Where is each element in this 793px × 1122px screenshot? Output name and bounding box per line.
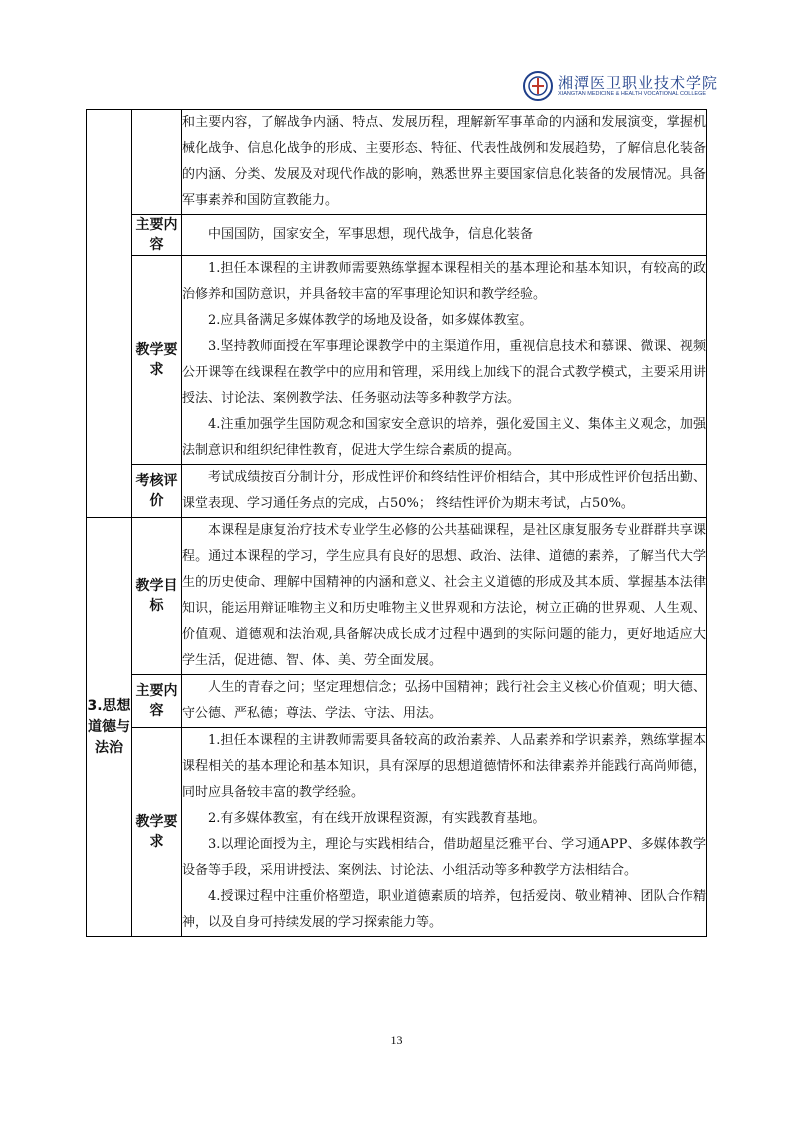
evaluation-text: 考试成绩按百分制计分，形成性评价和终结性评价相结合，其中形成性评价包括出勤、课堂表现、学习通任务点的完成，占50%； 终结性评价为期末考试，占50%。 (182, 470, 706, 511)
teaching-goal-label: 教学目标 (132, 518, 182, 675)
page-number: 13 (390, 1033, 403, 1047)
course-name-cell-continued (87, 110, 132, 518)
teaching-requirements-label: 教学要求 (132, 728, 182, 937)
requirement-item: 3.以理论面授为主，理论与实践相结合，借助超星泛雅平台、学习通APP、多媒体教学设备等手段，采用讲授法、案例法、讨论法、小组活动等多种教学方法相结合。 (182, 837, 706, 878)
syllabus-table (86, 109, 707, 937)
table-row (87, 110, 707, 215)
main-content-text: 中国国防，国家安全，军事思想，现代战争，信息化装备 (208, 227, 534, 242)
requirement-item: 2.有多媒体教室，有在线开放课程资源，有实践教育基地。 (208, 811, 546, 826)
college-emblem-icon (522, 70, 554, 102)
main-content-cell (182, 675, 707, 728)
requirement-item: 3.坚持教师面授在军事理论课教学中的主渠道作用，重视信息技术和慕课、微课、视频公开课等在线课程在教学中的应用和管理，采用线上加线下的混合式教学模式，主要采用讲授法、讨论法、案例教学法、任务驱动法等多种教学方法。 (182, 339, 706, 406)
table-row (87, 215, 707, 256)
college-logo (522, 70, 719, 104)
table-row (87, 728, 707, 937)
table-row (87, 465, 707, 518)
requirement-item: 1.担任本课程的主讲教师需要熟练掌握本课程相关的基本理论和基本知识，有较高的政治修养和国防意识，并具备较丰富的军事理论知识和教学经验。 (182, 261, 706, 302)
teaching-goal-cell (182, 518, 707, 675)
college-name: 湘潭医卫职业技术学院 (558, 74, 719, 92)
course-name-cell: 3.思想道德与法治 (87, 518, 132, 937)
college-name-en: XIANGTAN MEDICINE & HEALTH VOCATIONAL COLLEGE (558, 91, 707, 97)
teaching-requirements-cell (182, 256, 707, 465)
requirement-item: 4.注重加强学生国防观念和国家安全意识的培养，强化爱国主义、集体主义观念，加强法制意识和组织纪律性教育，促进大学生综合素质的提高。 (182, 417, 706, 458)
table-row (87, 675, 707, 728)
requirement-item: 2.应具备满足多媒体教学的场地及设备，如多媒体教室。 (208, 313, 533, 328)
table-row (87, 518, 707, 675)
goal-content-cell (182, 110, 707, 215)
requirement-item: 1.担任本课程的主讲教师需要具备较高的政治素养、人品素养和学识素养，熟练掌握本课程相关的基本理论和基本知识，具有深厚的思想道德情怀和法律素养并能践行高尚师德，同时应具备较丰富的教学经验。 (182, 733, 706, 800)
requirement-item: 4.授课过程中注重价格塑造，职业道德素质的培养，包括爱岗、敬业精神、团队合作精神，以及自身可持续发展的学习探索能力等。 (182, 889, 706, 930)
evaluation-label: 考核评价 (132, 465, 182, 518)
teaching-requirements-label: 教学要求 (132, 256, 182, 465)
teaching-requirements-cell (182, 728, 707, 937)
goal-label-cell-continued (132, 110, 182, 215)
main-content-cell (182, 215, 707, 256)
main-content-label: 主要内容 (132, 675, 182, 728)
table-row (87, 256, 707, 465)
main-content-label: 主要内容 (132, 215, 182, 256)
evaluation-cell (182, 465, 707, 518)
main-content-text: 人生的青春之问；坚定理想信念；弘扬中国精神；践行社会主义核心价值观；明大德、守公德、严私德；尊法、学法、守法、用法。 (182, 680, 706, 721)
teaching-goal-text: 本课程是康复治疗技术专业学生必修的公共基础课程，是社区康复服务专业群群共享课程。通过本课程的学习，学生应具有良好的思想、政治、法律、道德的素养，了解当代大学生的历史使命、理解中国精神的内涵和意义、社会主义道德的形成及其本质、掌握基本法律知识，能运用辩证唯物主义和历史唯物主义世界观和方法论，树立正确的世界观、人生观、价值观、道德观和法治观,具备解决成长成才过程中遇到的实际问题的能力，更好地适应大学生活，促进德、智、体、美、劳全面发展。 (182, 523, 706, 668)
goal-text: 和主要内容，了解战争内涵、特点、发展历程，理解新军事革命的内涵和发展演变，掌握机械化战争、信息化战争的形成、主要形态、特征、代表性战例和发展趋势，了解信息化装备的内涵、分类、发展及对现代作战的影响，熟悉世界主要国家信息化装备的发展情况。具备军事素养和国防宣教能力。 (182, 115, 706, 208)
